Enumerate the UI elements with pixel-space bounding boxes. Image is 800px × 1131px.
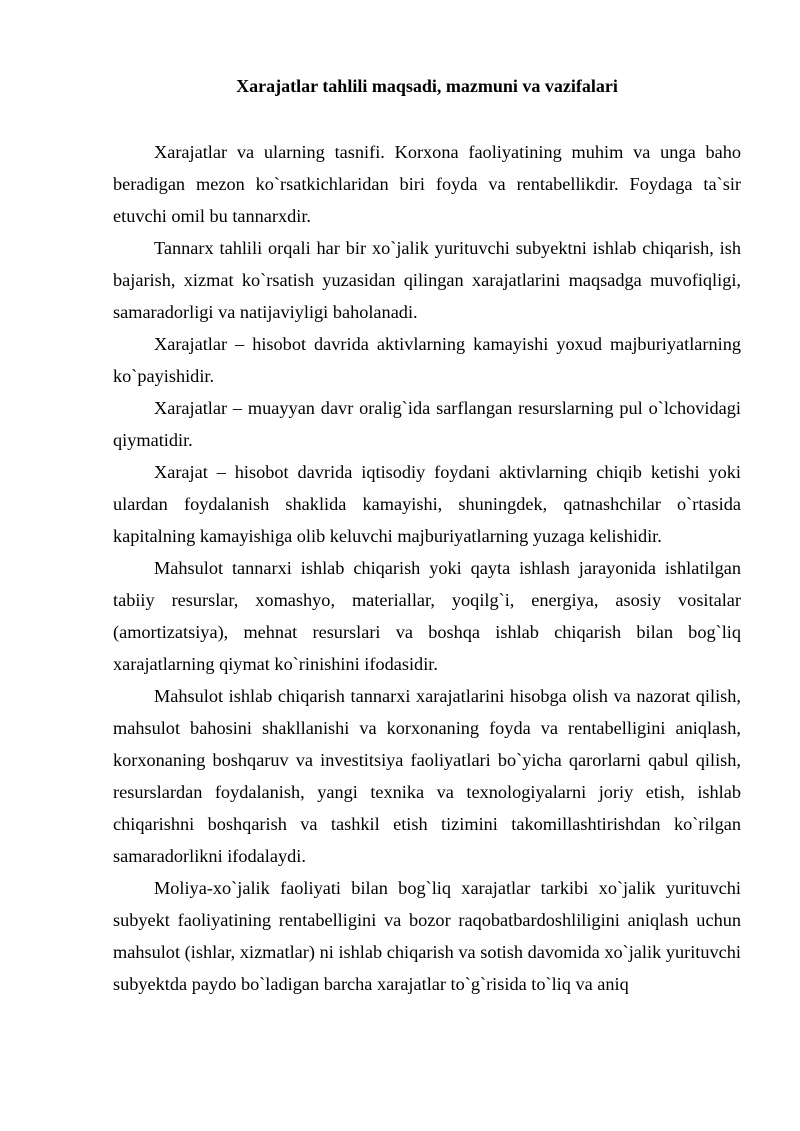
- paragraph-7: Mahsulot ishlab chiqarish tannarxi xarajatlarini hisobga olish va nazorat qilish, mahsulot bahosini shakllanishi va korxonaning foyda va rentabelligini aniqlash, korxonaning boshqaruv va investitsiya faoliyatlari bo`yicha qarorlarni qabul qilish, resurslardan foydalanish, yangi texnika va texnologiyalarni joriy etish, ishlab chiqarishni boshqarish va tashkil etish tizimini takomillashtirishdan ko`rilgan samaradorlikni ifodalaydi.: [113, 686, 741, 866]
- document-body: [113, 136, 741, 1000]
- paragraph-1: Xarajatlar va ularning tasnifi. Korxona faoliyatining muhim va unga baho beradigan mezon ko`rsatkichlaridan biri foyda va rentabellikdir. Foydaga ta`sir etuvchi omil bu tannarxdir.: [113, 142, 741, 226]
- paragraph-5: Xarajat – hisobot davrida iqtisodiy foydani aktivlarning chiqib ketishi yoki ulardan foydalanish shaklida kamayishi, shuningdek, qatnashchilar o`rtasida kapitalning kamayishiga olib keluvchi majburiyatlarning yuzaga kelishidir.: [113, 462, 741, 546]
- document-title: Xarajatlar tahlili maqsadi, mazmuni va vazifalari: [236, 76, 618, 96]
- paragraph-3: Xarajatlar – hisobot davrida aktivlarning kamayishi yoxud majburiyatlarning ko`payishidir.: [113, 334, 741, 386]
- paragraph-8: Moliya-xo`jalik faoliyati bilan bog`liq xarajatlar tarkibi xo`jalik yurituvchi subyekt faoliyatining rentabelligini va bozor raqobatbardoshliligini aniqlash uchun mahsulot (ishlar, xizmatlar) ni ishlab chiqarish va sotish davomida xo`jalik yurituvchi subyektda paydo bo`ladigan barcha xarajatlar to`g`risida to`liq va aniq: [113, 878, 741, 994]
- paragraph-6: Mahsulot tannarxi ishlab chiqarish yoki qayta ishlash jarayonida ishlatilgan tabiiy resurslar, xomashyo, materiallar, yoqilg`i, energiya, asosiy vositalar (amortizatsiya), mehnat resurslari va boshqa ishlab chiqarish bilan bog`liq xarajatlarning qiymat ko`rinishini ifodasidir.: [113, 558, 741, 674]
- paragraph-2: Tannarx tahlili orqali har bir xo`jalik yurituvchi subyektni ishlab chiqarish, ish bajarish, xizmat ko`rsatish yuzasidan qilingan xarajatlarini maqsadga muvofiqligi, samaradorligi va natijaviyligi baholanadi.: [113, 238, 741, 322]
- paragraph-4: Xarajatlar – muayyan davr oralig`ida sarflangan resurslarning pul o`lchovidagi qiymatidir.: [113, 398, 741, 450]
